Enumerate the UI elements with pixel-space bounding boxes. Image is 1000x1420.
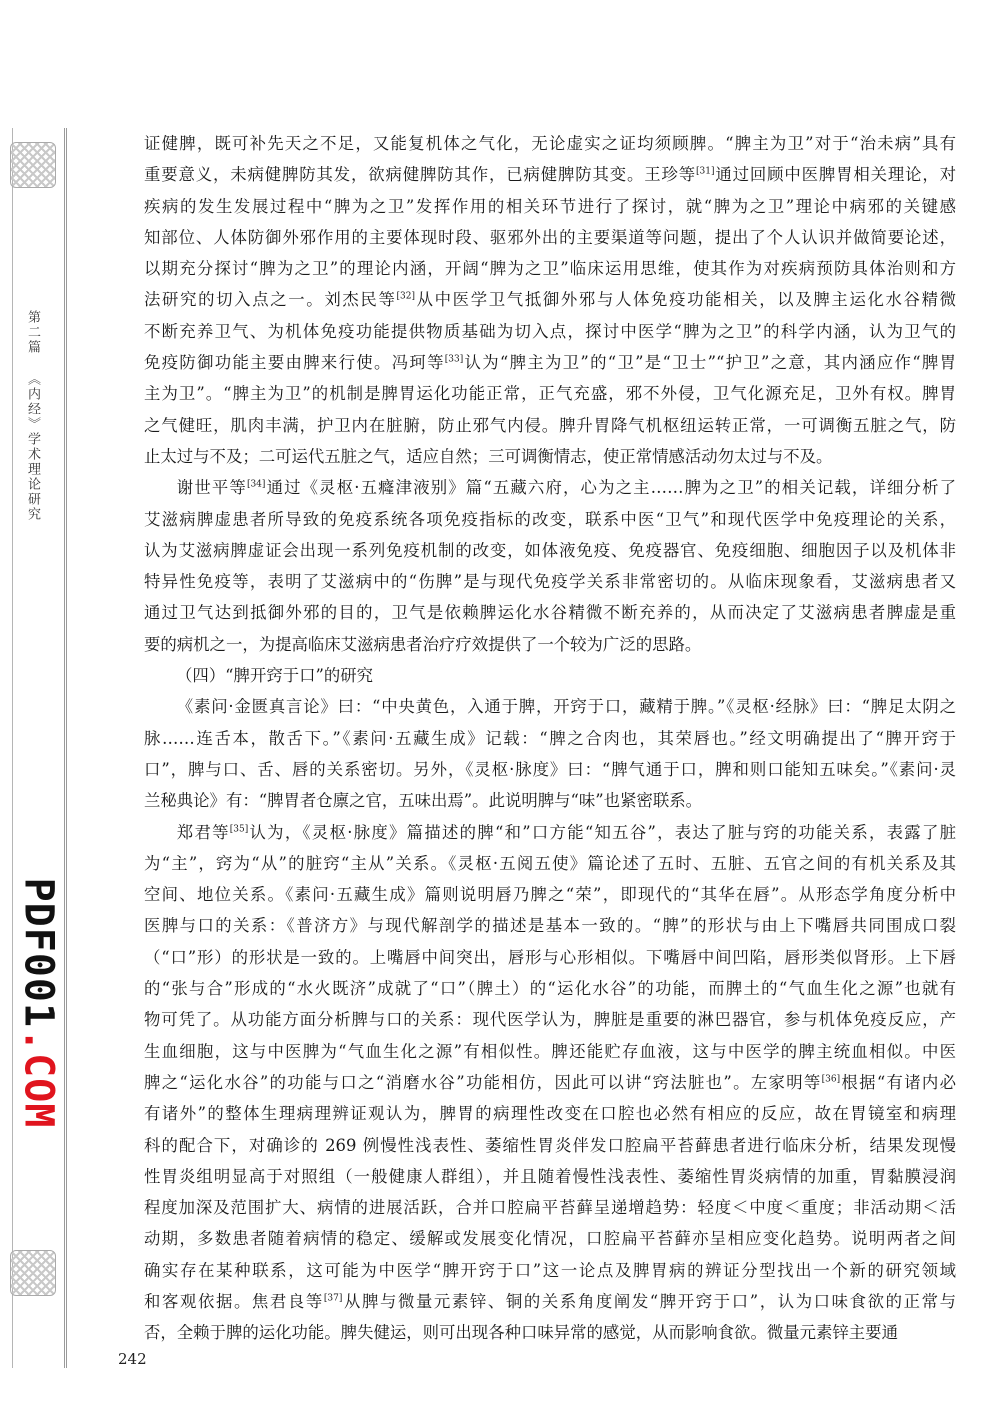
section-title: 第二篇 《内经》学术理论研究 [25, 310, 40, 522]
text-line: 性胃炎组明显高于对照组（一般健康人群组），并且随着慢性浅表性、萎缩性胃炎病情的加重，胃黏膜浸润 [144, 1166, 956, 1186]
text-line: 之气健旺，肌肉丰满，护卫内在脏腑，防止邪气内侵。脾升胃降气机枢纽运转正常，一可调衡五脏之气，防 [144, 415, 956, 435]
text-line: 免疫防御功能主要由脾来行使。冯珂等[33]认为“脾主为卫”的“卫”是“卫士”“护卫”之意，其内涵应作“脾胃 [144, 353, 956, 373]
text-line: 生血细胞，这与中医脾为“气血生化之源”有相似性。脾还能贮存血液，这与中医学的脾主统血相似。中医 [144, 1041, 956, 1061]
citation-marker: [33] [444, 354, 464, 365]
citation-marker: [36] [821, 1074, 841, 1085]
text-line: 医脾与口的关系：《普济方》与现代解剖学的描述是基本一致的。“脾”的形状与由上下嘴唇共同围成口裂 [144, 916, 956, 936]
text-line: 脾之“运化水谷”的功能与口之“消磨水谷”功能相仿，因此可以讲“窍法脏也”。左家明等[36]根据“有诸内必 [144, 1072, 956, 1092]
citation-marker: [37] [323, 1293, 343, 1304]
text-line: 程度加深及范围扩大、病情的进展活跃，合并口腔扁平苔藓呈递增趋势：轻度＜中度＜重度；非活动期＜活 [144, 1198, 956, 1218]
paragraph-1 [144, 128, 956, 472]
text-line: 止太过与不及；二可运代五脏之气，适应自然；三可调衡情志，使正常情感活动勿太过与不及。 [144, 446, 833, 466]
text-line: 动期，多数患者随着病情的稳定、缓解或发展变化情况，口腔扁平苔藓亦呈相应变化趋势。说明两者之间 [144, 1229, 956, 1249]
text-line: 空间、地位关系。《素问·五藏生成》篇则说明唇乃脾之“荣”，即现代的“其华在唇”。从形态学角度分析中 [144, 885, 956, 905]
text-line: （“口”形）的形状是一致的。上嘴唇中间突出，唇形与心形相似。下嘴唇中间凹陷，唇形类似肾形。上下唇 [144, 947, 956, 967]
text-line: 否，全赖于脾的运化功能。脾失健运，则可出现各种口味异常的感觉，从而影响食欲。微量元素锌主要通 [144, 1323, 898, 1343]
text-line: 重要意义，未病健脾防其发，欲病健脾防其作，已病健脾防其变。王珍等[31]通过回顾中医脾胃相关理论，对 [144, 165, 956, 185]
ornament-bottom-icon [10, 1250, 56, 1296]
text-line: 物可凭了。从功能方面分析脾与口的关系：现代医学认为，脾脏是重要的淋巴器官，参与机体免疫反应，产 [144, 1010, 956, 1030]
text-line: 有诸外”的整体生理病理辨证观认为，脾胃的病理性改变在口腔也必然有相应的反应，故在胃镜室和病理 [144, 1104, 956, 1124]
page-number: 242 [118, 1350, 147, 1368]
watermark-text-a: PDF001 [15, 877, 62, 1029]
ornament-top-icon [10, 142, 56, 188]
text-line: 知部位、人体防御外邪作用的主要体现时段、驱邪外出的主要渠道等问题，提出了个人认识并做简要论述， [144, 227, 956, 247]
text-line: 以期充分探讨“脾为之卫”的理论内涵，开阔“脾为之卫”临床运用思维，使其作为对疾病预防具体治则和方 [144, 259, 956, 279]
text-line: 证健脾，既可补先天之不足，又能复机体之气化，无论虚实之证均须顾脾。“脾主为卫”对于“治未病”具有 [144, 134, 956, 153]
text-line: 主为卫”。“脾主为卫”的机制是脾胃运化功能正常，正气充盛，邪不外侵，卫气化源充足，卫外有权。脾胃 [144, 384, 956, 404]
text-line: 口”，脾与口、舌、唇的关系密切。另外，《灵枢·脉度》曰：“脾气通于口，脾和则口能知五味矣。”《素问·灵 [144, 759, 956, 779]
citation-marker: [34] [246, 479, 266, 490]
citation-marker: [32] [396, 292, 415, 303]
text-line: 郑君等[35]认为，《灵枢·脉度》篇描述的脾“和”口方能“知五谷”，表达了脏与窍的功能关系，表露了脏 [176, 822, 956, 842]
section-heading: （四）“脾开窍于口”的研究 [176, 666, 374, 686]
text-line: 确实存在某种联系，这可能为中医学“脾开窍于口”这一论点及脾胃病的辨证分型找出一个新的研究领域 [144, 1260, 956, 1280]
text-line: 兰秘典论》有：“脾胃者仓廪之官，五味出焉”。此说明脾与“味”也紧密联系。 [144, 791, 703, 811]
text-line: 疾病的发生发展过程中“脾为之卫”发挥作用的相关环节进行了探讨，就“脾为之卫”理论中病邪的关键感 [144, 196, 956, 216]
paragraph-3 [144, 691, 956, 816]
text-line: 《素问·金匮真言论》曰：“中央黄色，入通于脾，开窍于口，藏精于脾。”《灵枢·经脉》曰：“脾足太阴之 [176, 697, 956, 717]
watermark [8, 878, 68, 1128]
text-line: 谢世平等[34]通过《灵枢·五癃津液别》篇“五藏六府，心为之主……脾为之卫”的相关记载，详细分析了 [176, 478, 956, 498]
citation-marker: [35] [229, 824, 249, 835]
citation-marker: [31] [696, 166, 715, 177]
text-line: 为“主”，窍为“从”的脏窍“主从”关系。《灵枢·五阅五使》篇论述了五时、五脏、五官之间的有机关系及其 [144, 853, 956, 873]
text-line: 和客观依据。焦君良等[37]从脾与微量元素锌、铜的关系角度阐发“脾开窍于口”，认为口味食欲的正常与 [144, 1291, 956, 1311]
text-line: 脉……连舌本，散舌下。”《素问·五藏生成》记载：“脾之合肉也，其荣唇也。”经文明确提出了“脾开窍于 [144, 728, 956, 748]
text-line: 通过卫气达到抵御外邪的目的，卫气是依赖脾运化水谷精微不断充养的，从而决定了艾滋病患者脾虚是重 [144, 603, 956, 623]
text-line: 不断充养卫气、为机体免疫功能提供物质基础为切入点，探讨中医学“脾为之卫”的科学内涵，认为卫气的 [144, 321, 956, 341]
text-line: 认为艾滋病脾虚证会出现一系列免疫机制的改变，如体液免疫、免疫器官、免疫细胞、细胞因子以及机体非 [144, 540, 956, 560]
main-text [144, 128, 956, 1349]
text-line: 艾滋病脾虚患者所导致的免疫系统各项免疫指标的改变，联系中医“卫气”和现代医学中免疫理论的关系， [144, 509, 956, 529]
text-line: 特异性免疫等，表明了艾滋病中的“伤脾”是与现代免疫学关系非常密切的。从临床现象看，艾滋病患者又 [144, 572, 956, 592]
text-line: 科的配合下，对确诊的 269 例慢性浅表性、萎缩性胃炎伴发口腔扁平苔藓患者进行临床分析，结果发现慢 [144, 1135, 956, 1155]
watermark-text-b: .COM [15, 1028, 62, 1129]
paragraph-2 [144, 472, 956, 660]
paragraph-4 [144, 817, 956, 1349]
text-line: 法研究的切入点之一。刘杰民等[32]从中医学卫气抵御外邪与人体免疫功能相关，以及脾主运化水谷精微 [144, 290, 956, 310]
text-line: 要的病机之一，为提高临床艾滋病患者治疗疗效提供了一个较为广泛的思路。 [144, 634, 702, 654]
text-line: 的“张与合”形成的“水火既济”成就了“口”（脾土）的“运化水谷”的功能，而脾土的“气血生化之源”也就有 [144, 979, 956, 999]
